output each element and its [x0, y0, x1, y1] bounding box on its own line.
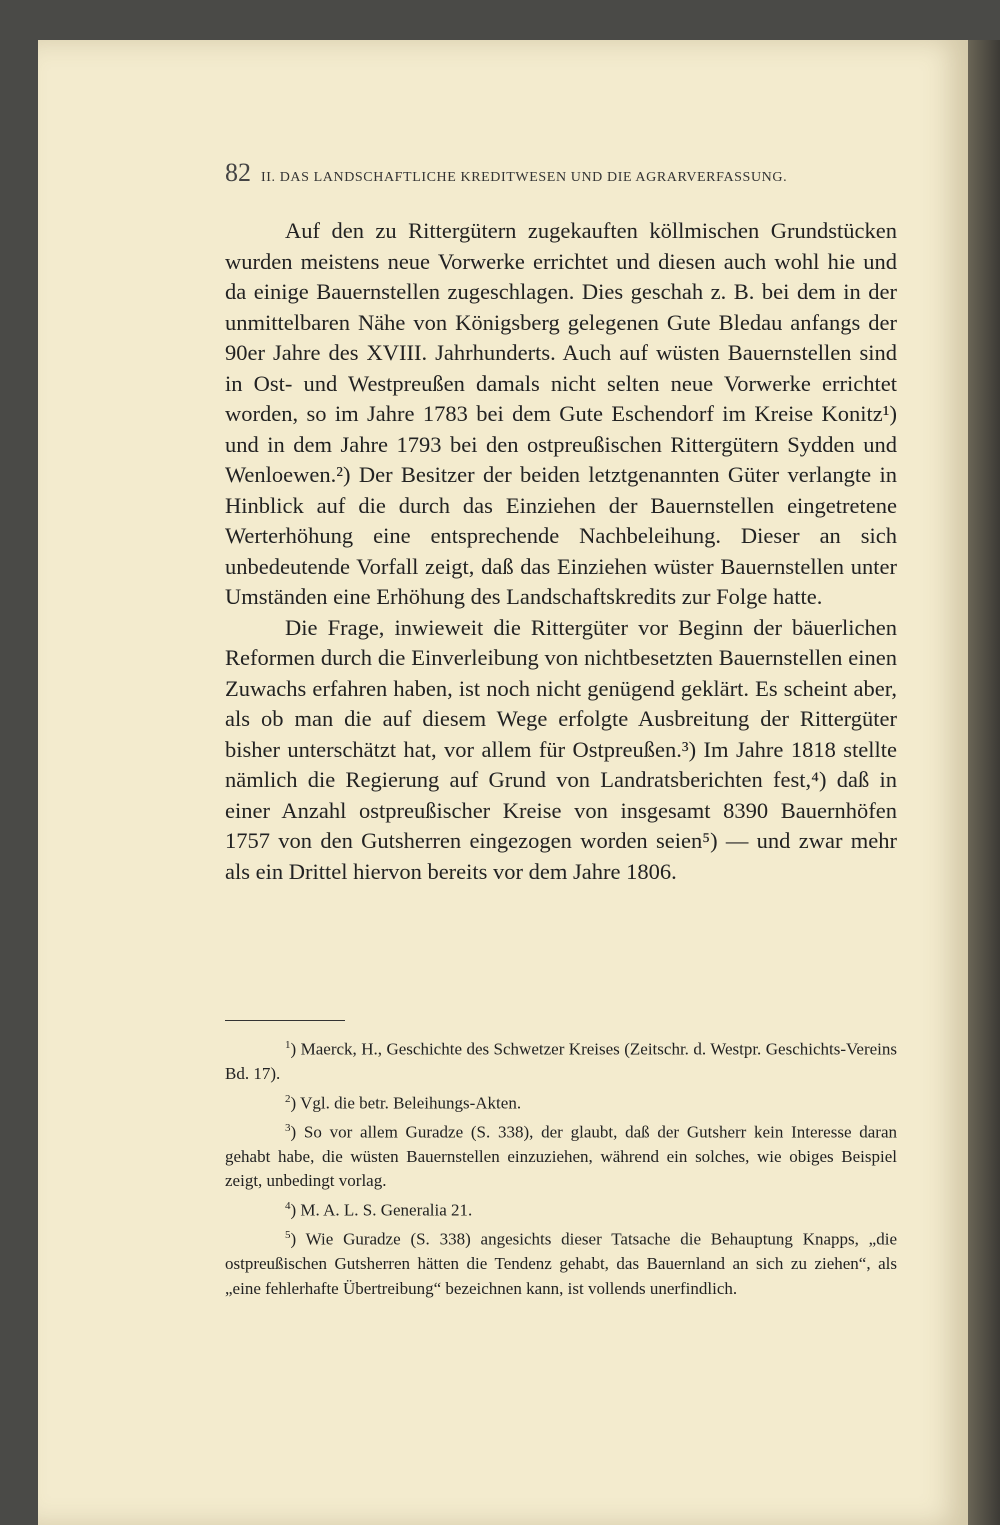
- footnote-text: So vor allem Guradze (S. 338), der glaubt, daß der Gutsherr kein Interesse daran gehabt habe, die wüsten Bauernstellen einzuziehen, während ein solches, wie obiges Beispiel zeigt, unbedingt vorlag.: [225, 1122, 897, 1191]
- footnote-5: $^5$) Wie Guradze (S. 338) angesichts dieser Tatsache die Behauptung Knapps, „die ostpreußischen Gutsherren hätten die Tendenz gehabt, das Bauernland an sich zu ziehen“, als „eine fehlerhafte Übertreibung“ bezeichnen kann, ist vollends unerfindlich.: [225, 1229, 897, 1298]
- footnote-3: $^3$) So vor allem Guradze (S. 338), der glaubt, daß der Gutsherr kein Interesse daran gehabt habe, die wüsten Bauernstellen einzuziehen, während ein solches, wie obiges Beispiel zeigt, unbedingt vorlag.: [225, 1121, 897, 1191]
- footnote-separator: [225, 1020, 345, 1021]
- footnote-mark: 3: [285, 1121, 291, 1134]
- paragraph-2: Die Frage, inwieweit die Rittergüter vor Beginn der bäuerlichen Reformen durch die Einverleibung von nichtbesetzten Bauernstellen einen Zuwachs erfahren haben, ist noch nicht genügend geklärt. Es scheint aber, als ob man die auf diesem Wege erfolgte Ausbreitung der Rittergüter bisher unterschätzt hat, vor allem für Ostpreußen.³) Im Jahre 1818 stellte nämlich die Regierung auf Grund von Landratsberichten fest,⁴) daß in einer Anzahl ostpreußischer Kreise von insgesamt 8390 Bauernhöfen 1757 von den Gutsherren eingezogen worden seien⁵) — und zwar mehr als ein Drittel hiervon bereits vor dem Jahre 1806.: [225, 614, 897, 884]
- footnote-1: $^1$) Maerck, H., Geschichte des Schwetzer Kreises (Zeitschr. d. Westpr. Geschichts-Vereins Bd. 17).: [225, 1039, 897, 1084]
- footnotes: [225, 1033, 897, 1301]
- book-page-edge: [968, 40, 1000, 1525]
- footnote-2: $^2$) Vgl. die betr. Beleihungs-Akten.: [285, 1092, 522, 1113]
- footnote-text: M. A. L. S. Generalia 21.: [300, 1200, 473, 1220]
- footnote-mark: 2: [285, 1092, 291, 1105]
- footnote-text: Maerck, H., Geschichte des Schwetzer Kreises (Zeitschr. d. Westpr. Geschichts-Vereins Bd. 17).: [225, 1039, 897, 1084]
- footnote-mark: 4: [285, 1199, 291, 1212]
- footnote-mark: 1: [285, 1039, 291, 1051]
- footnote-text: Vgl. die betr. Beleihungs-Akten.: [300, 1093, 522, 1113]
- running-title: II. DAS LANDSCHAFTLICHE KREDITWESEN UND DIE AGRARVERFASSUNG.: [261, 170, 788, 185]
- page-number: 82: [225, 158, 251, 187]
- running-header: [225, 158, 925, 188]
- footnote-mark: 5: [285, 1229, 291, 1242]
- paragraph-1: Auf den zu Rittergütern zugekauften köllmischen Grundstücken wurden meistens neue Vorwerke errichtet und diesen auch wohl hie und da einige Bauernstellen zugeschlagen. Dies geschah z. B. bei dem in der unmittelbaren Nähe von Königsberg gelegenen Gute Bledau anfangs der 90er Jahre des XVIII. Jahrhunderts. Auch auf wüsten Bauernstellen sind in Ost- und Westpreußen damals nicht selten neue Vorwerke errichtet worden, so im Jahre 1783 bei dem Gute Eschendorf im Kreise Konitz¹) und in dem Jahre 1793 bei den ostpreußischen Rittergütern Sydden und Wenloewen.²) Der Besitzer der beiden letztgenannten Güter verlangte in Hinblick auf die durch das Einziehen der Bauernstellen eingetretene Werterhöhung eine entsprechende Nachbeleihung. Dieser an sich unbedeutende Vorfall zeigt, daß das Einziehen wüster Bauernstellen unter Umständen eine Erhöhung des Landschaftskredits zur Folge hatte.: [225, 218, 897, 609]
- footnote-4: $^4$) M. A. L. S. Generalia 21.: [285, 1199, 473, 1220]
- footnote-text: Wie Guradze (S. 338) angesichts dieser Tatsache die Behauptung Knapps, „die ostpreußischen Gutsherren hätten die Tendenz gehabt, das Bauernland an sich zu ziehen“, als „eine fehlerhafte Übertreibung“ bezeichnen kann, ist vollends unerfindlich.: [225, 1229, 897, 1298]
- main-text: [225, 216, 897, 887]
